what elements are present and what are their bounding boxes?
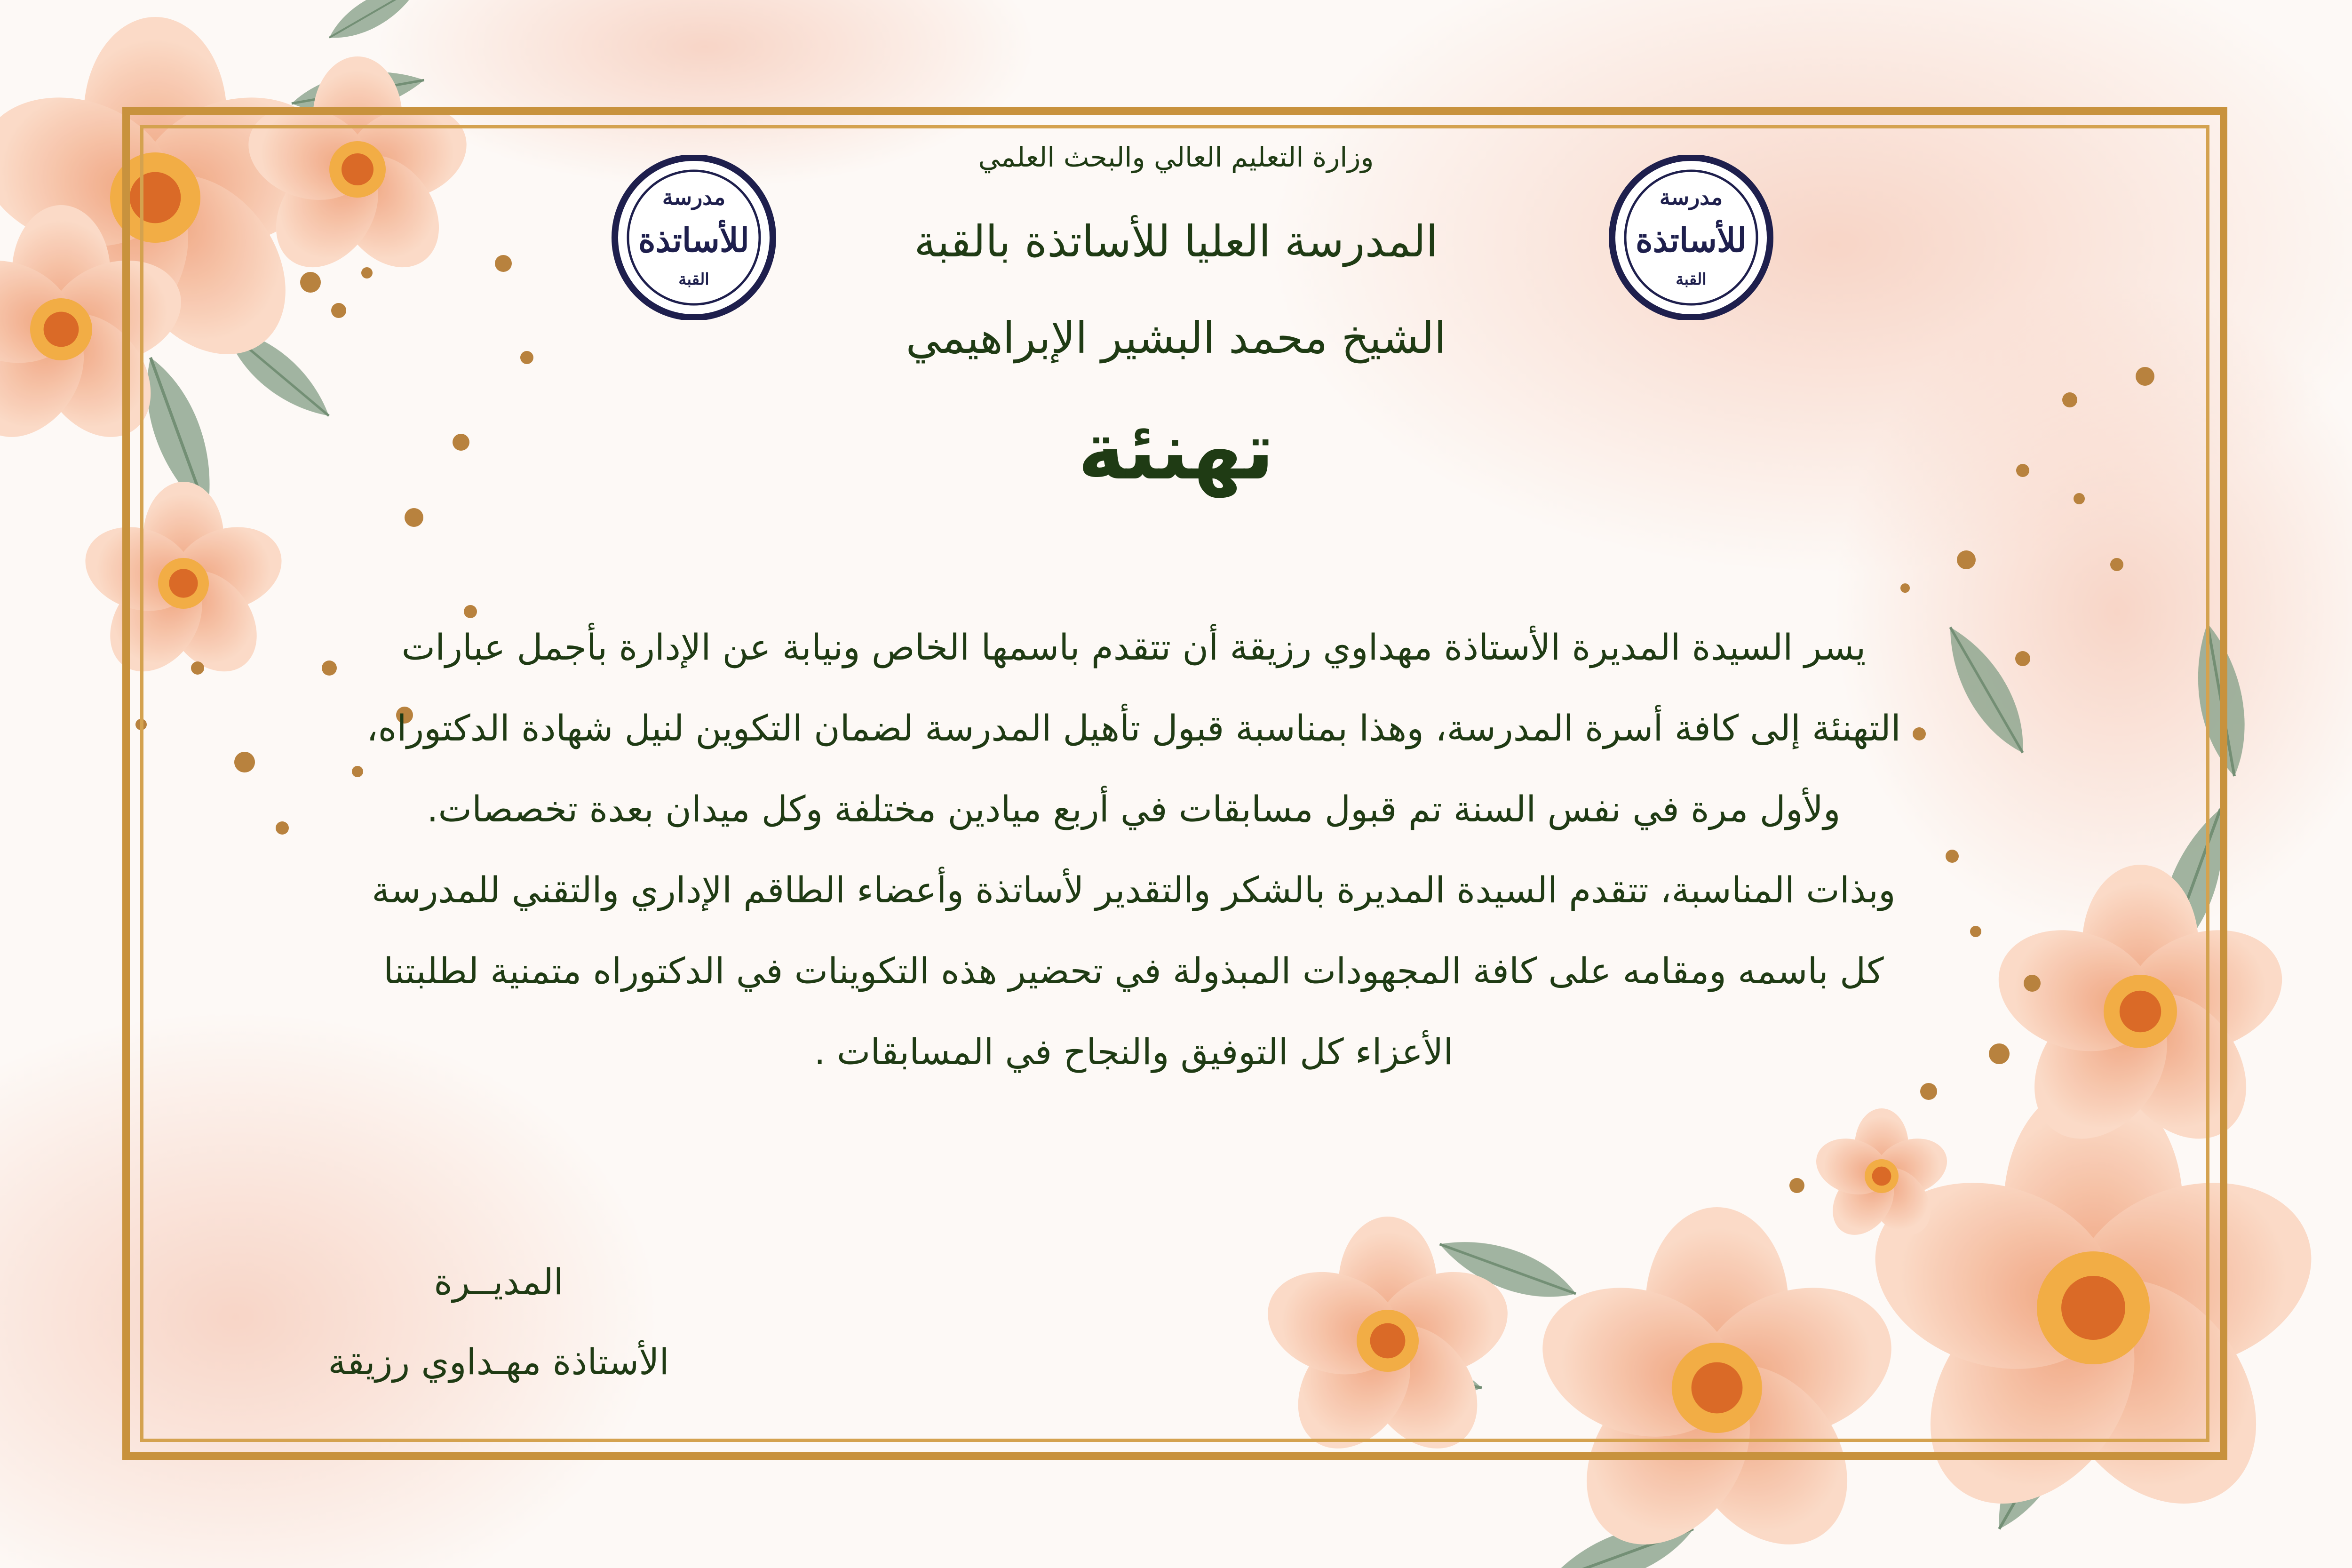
message-body (358, 607, 1910, 1092)
message-paragraph-2: وبذات المناسبة، تتقدم السيدة المديرة بالشكر والتقدير لأساتذة وأعضاء الطاقم الإداري والتقني للمدرسة كل باسمه ومقامه على كافة المجهودات المبذولة في تحضير هذه التكوينات في الدكتوراه متمنية لطلبتنا الأعزاء كل التوفيق والنجاح في المسابقات . (372, 869, 1896, 1073)
card-title: تهنئة (1078, 405, 1274, 498)
signatory-title: المديــرة (434, 1261, 564, 1303)
seal-text-main: للأساتذة (638, 221, 749, 260)
seal-text-top: مدرسة (662, 184, 726, 210)
signatory-name: الأستاذة مهـداوي رزيقة (328, 1341, 669, 1383)
seal-text-main: للأساتذة (1636, 221, 1747, 260)
seal-text-bottom: القبة (1676, 270, 1707, 289)
school-name: المدرسة العليا للأساتذة بالقبة (914, 216, 1438, 267)
school-patron-name: الشيخ محمد البشير الإبراهيمي (906, 313, 1446, 363)
seal-text-bottom: القبة (678, 270, 709, 289)
message-paragraph-1: يسر السيدة المديرة الأستاذة مهداوي رزيقة أن تتقدم باسمها الخاص ونيابة عن الإدارة بأجمل عبارات التهنئة إلى كافة أسرة المدرسة، وهذا بمناسبة قبول تأهيل المدرسة لضمان التكوين لنيل شهادة الدكتوراه، ولأول مرة في نفس السنة تم قبول مسابقات في أربع ميادين مختلفة وكل ميدان بعدة تخصصات. (366, 626, 1901, 830)
seal-text-top: مدرسة (1659, 184, 1723, 210)
school-seal-right (1609, 155, 1773, 320)
ministry-name: وزارة التعليم العالي والبحث العلمي (978, 141, 1374, 173)
school-seal-left (612, 155, 776, 320)
